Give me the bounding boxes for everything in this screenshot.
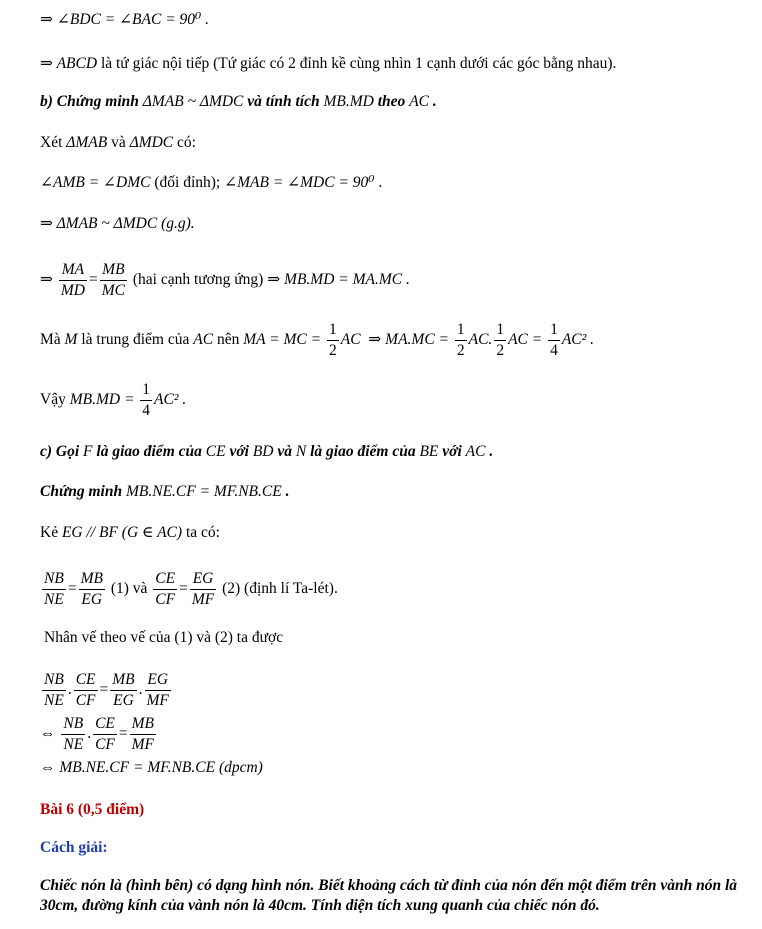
math: ΔMAB xyxy=(66,134,108,151)
math: F xyxy=(83,443,93,460)
text: ta có: xyxy=(182,524,220,541)
text: . xyxy=(281,483,290,500)
line-multiply: Nhân vế theo vế của (1) và (2) ta được xyxy=(44,629,284,646)
fraction-half xyxy=(327,320,339,361)
prove-statement xyxy=(40,482,289,502)
text: và xyxy=(107,134,130,151)
denominator: MC xyxy=(101,282,125,299)
text: . xyxy=(374,174,383,191)
math: AC xyxy=(340,331,361,349)
math: AC xyxy=(465,443,486,460)
numerator: EG xyxy=(145,670,171,691)
denominator: 4 xyxy=(142,402,151,419)
denominator: CF xyxy=(155,591,176,608)
math: MB.NE.CF = MF.NB.CE xyxy=(125,483,282,500)
line-conclusion-b xyxy=(40,380,186,421)
line-angle-bdc: ⇒ ∠BDC = ∠BAC = 90⁰ . xyxy=(40,11,209,28)
dot: . xyxy=(138,681,143,699)
math: M xyxy=(64,331,78,349)
math: BD xyxy=(252,443,274,460)
part-b-heading xyxy=(40,92,437,112)
dot: . xyxy=(87,725,92,743)
text: (đối đỉnh); xyxy=(150,174,225,191)
dot: . xyxy=(67,681,72,699)
numerator: NB xyxy=(61,714,85,735)
text: có: xyxy=(173,134,196,151)
text: Xét xyxy=(40,134,67,151)
math: CE xyxy=(205,443,226,460)
math: BE xyxy=(419,443,439,460)
fraction-quarter xyxy=(548,320,560,361)
denominator: CF xyxy=(75,692,96,709)
line-similar: ⇒ ΔMAB ~ ΔMDC (g.g). xyxy=(40,215,195,232)
math: EG // BF (G ∈ AC) xyxy=(61,524,183,541)
text: Chứng minh xyxy=(40,483,126,500)
text: Kẻ xyxy=(40,524,62,541)
line-thales xyxy=(40,569,338,610)
fraction xyxy=(42,670,66,711)
math: ∠MAB = ∠MDC = 90⁰ xyxy=(224,174,375,191)
text: và xyxy=(273,443,296,460)
fraction xyxy=(100,260,127,301)
fraction xyxy=(190,569,216,610)
part-c-heading xyxy=(40,442,493,462)
numerator: CE xyxy=(153,569,177,590)
numerator: NB xyxy=(42,569,66,590)
numerator: 1 xyxy=(548,320,560,341)
fraction xyxy=(79,569,105,610)
denominator: 4 xyxy=(550,342,558,359)
denominator: 2 xyxy=(456,342,465,359)
math: AC. xyxy=(468,331,493,349)
fraction-half xyxy=(455,320,467,361)
denominator: 2 xyxy=(496,342,505,359)
text: c) Gọi xyxy=(40,443,84,460)
fraction xyxy=(74,670,98,711)
equiv: ⇔ xyxy=(40,725,56,743)
math: MB.MD = xyxy=(69,391,135,409)
fraction xyxy=(93,714,117,755)
text: (hai cạnh tương ứng) xyxy=(128,271,268,289)
text: là giao điểm của xyxy=(306,443,420,460)
denominator: NE xyxy=(63,736,84,753)
math: ⇒ MB.MD = MA.MC . xyxy=(267,271,410,289)
text: . xyxy=(429,93,437,110)
line-consider xyxy=(40,133,196,153)
numerator: MB xyxy=(110,670,136,691)
denominator: MF xyxy=(146,692,169,709)
math: ⇒ ABCD xyxy=(40,55,98,72)
math: ∠AMB = ∠DMC xyxy=(40,174,151,191)
fraction xyxy=(42,569,66,610)
numerator: EG xyxy=(190,569,216,590)
denominator: NE xyxy=(44,591,64,608)
numerator: 1 xyxy=(140,380,152,401)
text: (2) (định lí Ta-lét). xyxy=(218,580,338,598)
text: là trung điểm của xyxy=(77,331,194,349)
numerator: 1 xyxy=(494,320,506,341)
fraction xyxy=(145,670,171,711)
equals: = xyxy=(118,725,128,743)
math: ⇒ MA.MC = xyxy=(368,331,449,349)
equals: = xyxy=(67,580,77,598)
text: Mà xyxy=(40,331,65,349)
text: là giao điểm của xyxy=(92,443,206,460)
line-qed: ⇔ MB.NE.CF = MF.NB.CE (dpcm) xyxy=(40,759,263,776)
numerator: MA xyxy=(59,260,87,281)
math: AC xyxy=(193,331,214,349)
numerator: MB xyxy=(130,714,156,735)
numerator: CE xyxy=(74,670,98,691)
denominator: MF xyxy=(191,591,215,608)
fraction xyxy=(130,714,156,755)
math: AC² . xyxy=(561,331,595,349)
line-ratio xyxy=(40,260,410,301)
equals: = xyxy=(99,681,109,699)
denominator: 2 xyxy=(328,342,337,359)
text: nên xyxy=(213,331,244,349)
fraction xyxy=(61,714,85,755)
text: theo xyxy=(373,93,410,110)
math: ΔMDC xyxy=(129,134,174,151)
fraction-half xyxy=(494,320,506,361)
numerator: CE xyxy=(93,714,117,735)
text: Vậy xyxy=(40,391,70,409)
line-simplified xyxy=(40,714,158,755)
numerator: 1 xyxy=(455,320,467,341)
line-midpoint xyxy=(40,320,594,361)
text: với xyxy=(225,443,253,460)
section-bai-6: Bài 6 (0,5 điểm) xyxy=(40,801,145,818)
numerator: NB xyxy=(42,670,66,691)
math: N xyxy=(295,443,307,460)
line-construct xyxy=(40,523,220,543)
fraction xyxy=(110,670,136,711)
math: AC xyxy=(409,93,429,110)
line-angles xyxy=(40,173,382,193)
line-product xyxy=(40,670,173,711)
equals: = xyxy=(88,271,98,289)
denominator: MD xyxy=(60,282,85,299)
math: ΔMAB ~ ΔMDC xyxy=(142,93,244,110)
numerator: MB xyxy=(100,260,127,281)
math: AC = xyxy=(508,331,543,349)
denominator: EG xyxy=(113,692,134,709)
fraction xyxy=(59,260,87,301)
denominator: MF xyxy=(131,736,155,753)
implies: ⇒ xyxy=(40,271,53,289)
fraction-quarter xyxy=(140,380,152,421)
text: với xyxy=(438,443,466,460)
fraction xyxy=(153,569,177,610)
solution-label: Cách giải: xyxy=(40,839,108,856)
text: b) Chứng minh xyxy=(40,93,143,110)
line-cyclic-quad xyxy=(40,54,616,74)
math: MA = MC = xyxy=(243,331,322,349)
problem-statement: Chiếc nón là (hình bên) có dạng hình nón. Biết khoảng cách từ đỉnh của nón đến một điểm trên vành nón là 30cm, đường kính của vành nón là 40cm. Tính diện tích xung quanh của chiếc nón đó. xyxy=(40,877,738,914)
numerator: 1 xyxy=(327,320,339,341)
math: MB.MD xyxy=(323,93,374,110)
numerator: MB xyxy=(79,569,105,590)
equals: = xyxy=(179,580,188,598)
math: AC² . xyxy=(154,391,187,409)
denominator: NE xyxy=(44,692,64,709)
denominator: EG xyxy=(81,591,103,608)
text: . xyxy=(485,443,494,460)
text: (1) và xyxy=(106,580,152,598)
text: và tính tích xyxy=(243,93,324,110)
text: là tứ giác nội tiếp (Tứ giác có 2 đỉnh kề cùng nhìn 1 cạnh dưới các góc bằng nhau). xyxy=(97,55,617,72)
denominator: CF xyxy=(95,736,115,753)
